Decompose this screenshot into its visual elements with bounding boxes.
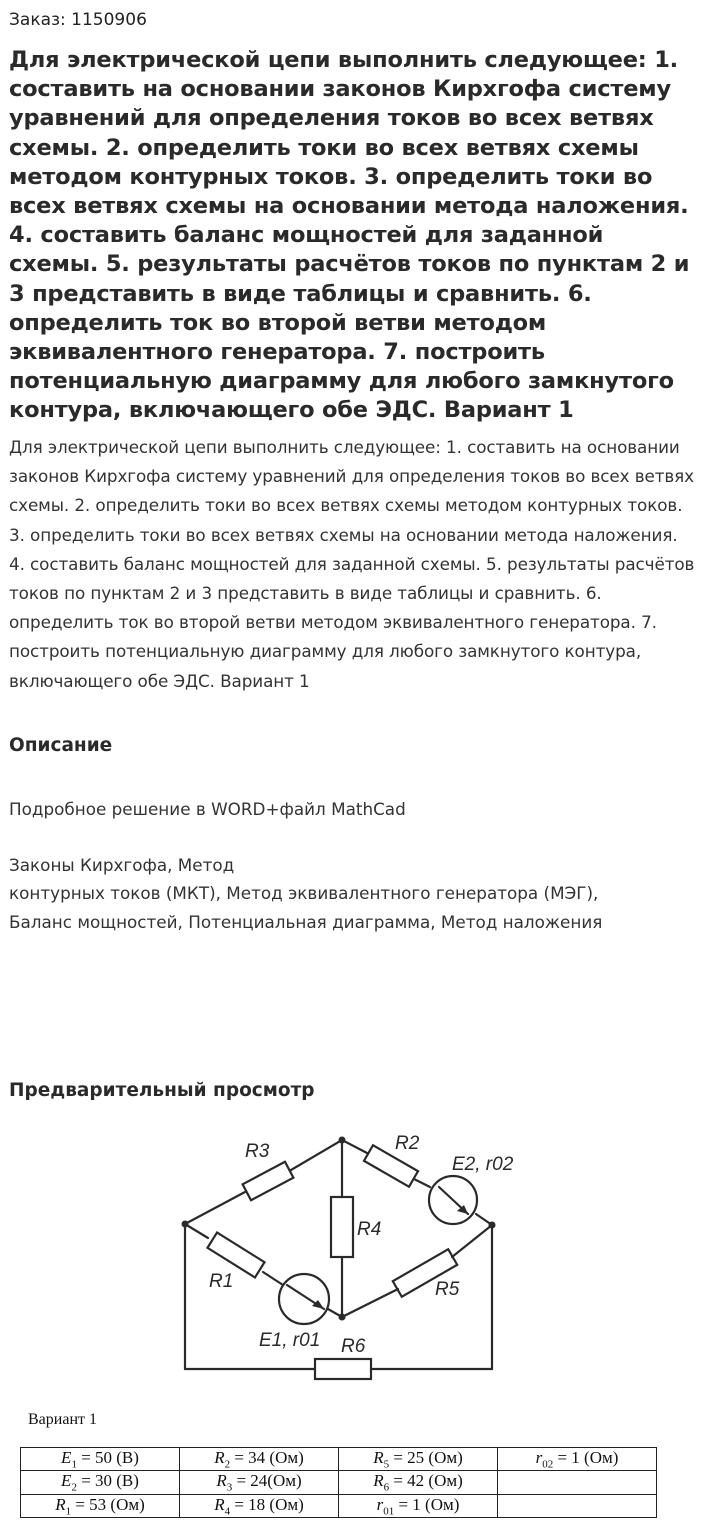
table-cell <box>339 1494 498 1517</box>
description-heading: Описание <box>9 735 113 756</box>
description-line-3: контурных токов (МКТ), Метод эквивалентного генератора (МЭГ), <box>9 883 599 903</box>
param-subscript: 01 <box>383 1505 395 1518</box>
label-r5: R5 <box>435 1279 460 1300</box>
table-cell <box>21 1448 180 1471</box>
param-value: = 24(Ом) <box>232 1471 302 1491</box>
param-symbol: E <box>61 1448 72 1467</box>
description-line-4: Баланс мощностей, Потенциальная диаграмма, Метод наложения <box>9 912 603 932</box>
param-symbol: R <box>216 1471 227 1491</box>
table-cell <box>180 1448 339 1471</box>
table-cell <box>21 1494 180 1517</box>
page-title: Для электрической цепи выполнить следующее: 1. составить на основании законов Кирхгофа систему уравнений для определения токов во всех ветвях схемы. 2. определить токи во всех ветвях схемы методом контурных токов. 3. определить токи во всех ветвях схемы на основании метода наложения. 4. составить баланс мощностей для заданной схемы. 5. результаты расчётов токов по пунктам 2 и 3 представить в виде таблицы и сравнить. 6. определить ток во второй ветви методом эквивалентного генератора. 7. построить потенциальную диаграмму для любого замкнутого контура, включающего обе ЭДС. Вариант 1 <box>9 47 690 424</box>
param-symbol: R <box>373 1471 384 1491</box>
label-r3: R3 <box>245 1141 270 1162</box>
param-value: = 25 (Ом) <box>389 1448 463 1467</box>
param-value: = 50 (В) <box>76 1448 139 1467</box>
resistor-r4 <box>331 1197 353 1257</box>
param-value: = 1 (Ом) <box>394 1494 460 1514</box>
table-cell <box>339 1471 498 1494</box>
variant-label: Вариант 1 <box>28 1411 97 1428</box>
param-subscript: 3 <box>226 1481 233 1494</box>
table-row <box>21 1448 657 1471</box>
param-subscript: 5 <box>383 1458 390 1471</box>
param-symbol: R <box>373 1448 384 1467</box>
source-e1 <box>279 1274 329 1324</box>
param-symbol: r <box>535 1448 543 1467</box>
param-symbol: R <box>214 1494 225 1514</box>
description-line-2: Законы Кирхгофа, Метод <box>9 855 235 875</box>
table-cell <box>339 1448 498 1471</box>
label-r4: R4 <box>357 1219 382 1240</box>
short-description: Для электрической цепи выполнить следующее: 1. составить на основании законов Кирхгофа систему уравнений для определения токов во всех ветвях схемы. 2. определить токи во всех ветвях схемы методом контурных токов. 3. определить токи во всех ветвях схемы на основании метода наложения. 4. составить баланс мощностей для заданной схемы. 5. результаты расчётов токов по пунктам 2 и 3 представить в виде таблицы и сравнить. 6. определить ток во второй ветви методом эквивалентного генератора. 7. построить потенциальную диаграмму для любого замкнутого контура, включающего обе ЭДС. Вариант 1 <box>9 437 695 691</box>
param-symbol: E <box>61 1471 72 1491</box>
param-subscript: 6 <box>383 1481 390 1494</box>
param-value: = 53 (Ом) <box>71 1494 145 1514</box>
table-cell <box>21 1471 180 1494</box>
label-r2: R2 <box>395 1133 420 1154</box>
param-value: = 30 (В) <box>76 1471 139 1491</box>
param-subscript: 4 <box>224 1505 231 1518</box>
param-subscript: 1 <box>65 1505 72 1518</box>
table-cell <box>180 1494 339 1517</box>
param-subscript: 2 <box>224 1458 231 1471</box>
order-number: Заказ: 1150906 <box>9 10 147 30</box>
resistor-r6 <box>315 1359 371 1379</box>
param-subscript: 1 <box>71 1458 77 1471</box>
table-row <box>21 1471 657 1494</box>
param-subscript: 2 <box>71 1481 77 1494</box>
param-subscript: 02 <box>542 1458 554 1471</box>
label-r6: R6 <box>341 1336 366 1357</box>
param-value: = 1 (Ом) <box>553 1448 619 1467</box>
label-e2: E2, r02 <box>452 1154 514 1175</box>
table-row <box>21 1494 657 1517</box>
label-r1: R1 <box>209 1271 234 1292</box>
table-cell <box>180 1471 339 1494</box>
circuit-diagram <box>0 1125 701 1415</box>
resistor-r3 <box>243 1162 294 1200</box>
param-symbol: r <box>376 1494 384 1514</box>
param-symbol: R <box>55 1494 66 1514</box>
param-value: = 18 (Ом) <box>230 1494 304 1514</box>
label-e1: E1, r01 <box>259 1330 321 1351</box>
table-cell <box>498 1448 657 1471</box>
param-value: = 34 (Ом) <box>230 1448 304 1467</box>
param-symbol: R <box>214 1448 225 1467</box>
preview-heading: Предварительный просмотр <box>9 1080 315 1101</box>
parameters-table <box>20 1447 657 1518</box>
description-line-1: Подробное решение в WORD+файл MathCad <box>9 799 406 819</box>
table-cell <box>498 1471 657 1494</box>
param-value: = 42 (Ом) <box>389 1471 463 1491</box>
table-cell <box>498 1494 657 1517</box>
